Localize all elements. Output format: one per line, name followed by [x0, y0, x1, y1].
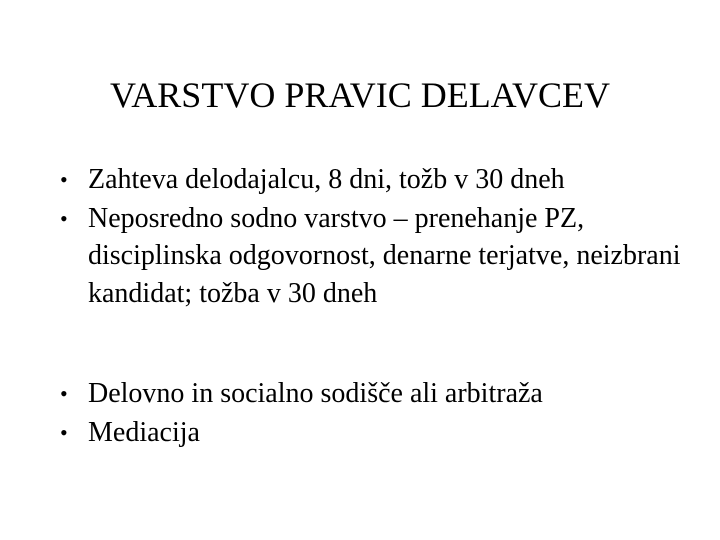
bullet-item	[60, 414, 700, 452]
bullet-icon: •	[60, 167, 68, 192]
bullet-text: Zahteva delodajalcu, 8 dni, tožb v 30 dneh	[88, 164, 565, 195]
bullet-item	[60, 161, 700, 199]
bullet-item	[60, 200, 700, 313]
bullet-icon: •	[60, 381, 68, 406]
bullet-text: Neposredno sodno varstvo – prenehanje PZ, disciplinska odgovornost, denarne terjatve, neizbrani kandidat; tožba v 30 dneh	[88, 202, 681, 309]
bullet-item	[60, 375, 700, 413]
slide-title: VARSTVO PRAVIC DELAVCEV	[109, 75, 611, 115]
bullet-text: Delovno in socialno sodišče ali arbitraža	[88, 378, 543, 409]
bullet-text: Mediacija	[88, 416, 200, 448]
bullet-list-secondary	[60, 375, 700, 452]
bullet-icon: •	[60, 205, 68, 231]
bullet-icon: •	[60, 419, 68, 445]
bullet-list-primary	[60, 161, 700, 313]
